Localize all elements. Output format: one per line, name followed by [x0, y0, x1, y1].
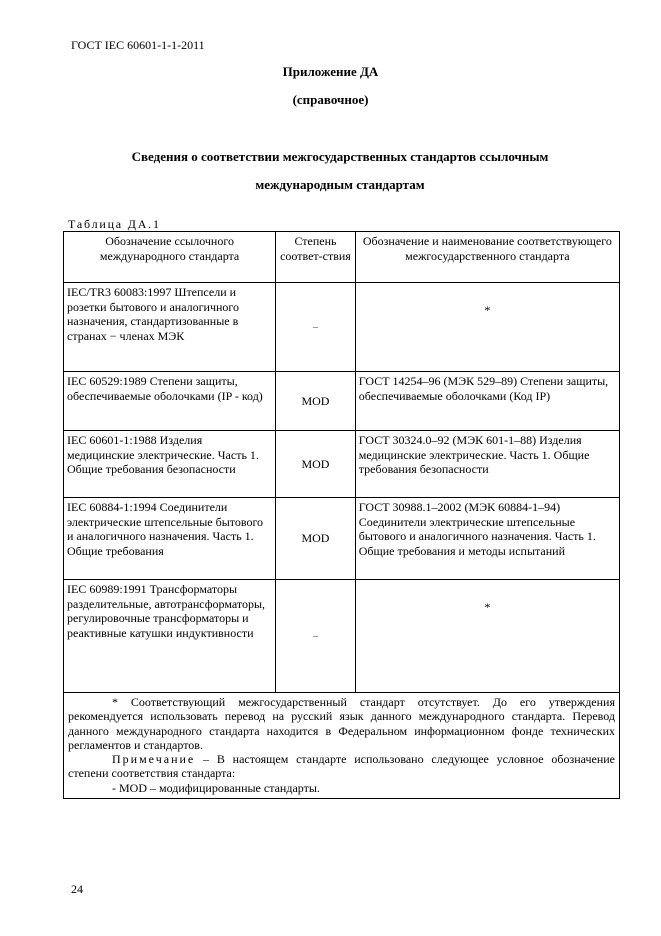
table-caption: Таблица ДА.1: [68, 217, 161, 231]
note-label: Примечание: [112, 752, 196, 767]
table-row: [64, 431, 620, 498]
page-number: 24: [71, 882, 83, 896]
cell-international: IEC 60989:1991 Трансформаторы разделительные, автотрансформаторы, регулировочные трансформаторы и реактивные катушки индуктивности: [64, 580, 276, 693]
table-row: [64, 580, 620, 693]
cell-international: IEC 60884-1:1994 Соединители электрические штепсельные бытового и аналогичного назначения. Часть 1. Общие требования: [64, 498, 276, 580]
cell-degree: –: [276, 580, 356, 693]
document-code-header: ГОСТ IEC 60601-1-1-2011: [71, 38, 205, 52]
table-row: [64, 498, 620, 580]
document-title: [60, 143, 620, 199]
table-row: [64, 283, 620, 372]
cell-international: IEC/TR3 60083:1997 Штепсели и розетки бытового и аналогичного назначения, стандартизованные в странах − членах МЭК: [64, 283, 276, 372]
correspondence-table: [63, 231, 620, 799]
cell-degree: MOD: [276, 372, 356, 431]
header-interstate-standard: Обозначение и наименование соответствующего межгосударственного стандарта: [355, 232, 619, 283]
table-notes-row: [64, 693, 620, 799]
document-title-line-1: Сведения о соответствии межгосударственных стандартов ссылочным: [131, 149, 549, 164]
note-text: – В настоящем стандарте использовано следующее условное обозначение степени соответствия стандарта:: [68, 752, 615, 781]
header-international-standard: Обозначение ссылочного международного стандарта: [64, 232, 276, 283]
cell-international: IEC 60529:1989 Степени защиты, обеспечиваемые оболочками (IP - код): [64, 372, 276, 431]
table-notes: [64, 693, 620, 799]
note-paragraph: [68, 752, 615, 781]
cell-interstate: ГОСТ 30988.1–2002 (МЭК 60884-1–94) Соединители электрические штепсельные бытового и аналогичного назначения. Часть 1. Общие требования и методы испытаний: [355, 498, 619, 580]
cell-degree: –: [276, 283, 356, 372]
cell-degree: MOD: [276, 431, 356, 498]
cell-interstate: ГОСТ 30324.0–92 (МЭК 601-1–88) Изделия медицинские электрические. Часть 1. Общие требования безопасности: [355, 431, 619, 498]
appendix-subtitle: (справочное): [292, 92, 369, 107]
cell-international: IEC 60601-1:1988 Изделия медицинские электрические. Часть 1. Общие требования безопасности: [64, 431, 276, 498]
cell-degree: MOD: [276, 498, 356, 580]
appendix-title: Приложение ДА: [282, 64, 379, 79]
table-header-row: [64, 232, 620, 283]
footnote-text: * Соответствующий межгосударственный стандарт отсутствует. До его утверждения рекомендуется использовать перевод на русский язык данного международного стандарта. Перевод данного международного стандарта находится в Федеральном информационном фонде технических регламентов и стандартов.: [68, 695, 615, 752]
cell-interstate: *: [355, 580, 619, 693]
header-degree: Степень соответ-ствия: [276, 232, 356, 283]
table-row: [64, 372, 620, 431]
cell-interstate: ГОСТ 14254–96 (МЭК 529–89) Степени защиты, обеспечиваемые оболочками (Код IP): [355, 372, 619, 431]
cell-interstate: *: [355, 283, 619, 372]
document-title-line-2: международным стандартам: [255, 177, 425, 192]
mod-definition: - MOD – модифицированные стандарты.: [112, 780, 320, 795]
